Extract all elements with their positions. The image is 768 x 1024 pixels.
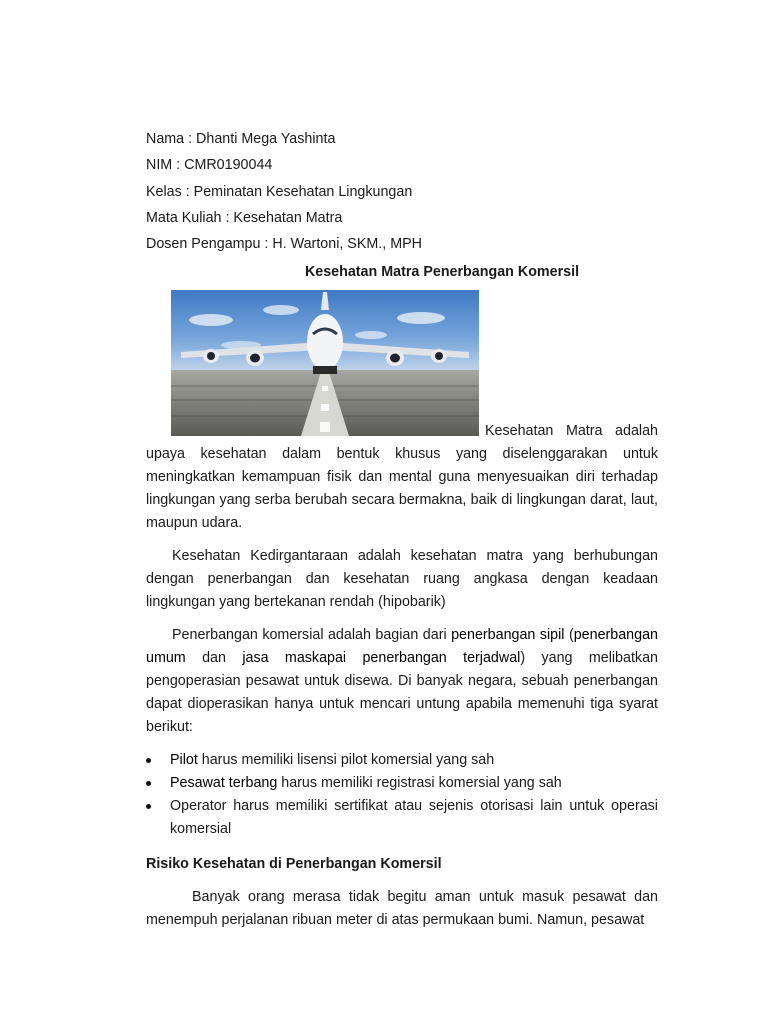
list-item <box>146 795 658 841</box>
paragraph-kesehatan-matra <box>146 420 658 535</box>
paragraph-body: upaya kesehatan dalam bentuk khusus yang diselenggarakan untuk meningkatkan kemampuan fisik dan mental guna menyesuaikan diri terhadap lingkungan yang serba berubah secara bermakna, baik di lingkungan darat, laut, maupun udara. <box>146 446 658 532</box>
text-run: dan <box>185 650 243 667</box>
paragraph-risiko: Banyak orang merasa tidak begitu aman untuk masuk pesawat dan menempuh perjalanan ribuan meter di atas permukaan bumi. Namun, pesawat <box>146 889 658 929</box>
image-row <box>146 290 658 436</box>
text-run: ) yang melibatkan pengoperasian pesawat untuk disewa. Di banyak negara, sebuah penerbangan dapat dioperasikan hanya untuk mencari untung apabila memenuhi tiga syarat berikut: <box>146 650 658 736</box>
list-item-text: harus memiliki lisensi pilot komersial yang sah <box>197 752 495 769</box>
link-pesawat-terbang[interactable]: Pesawat terbang <box>170 775 278 792</box>
link-jasa-maskapai[interactable]: jasa maskapai penerbangan terjadwal <box>242 650 521 667</box>
bullet-icon <box>146 758 151 763</box>
link-penerbangan-sipil[interactable]: penerbangan sipil <box>451 627 565 644</box>
paragraph-lead: Kesehatan Matra adalah <box>485 423 658 440</box>
list-item <box>146 749 658 772</box>
airplane-on-runway-photo <box>171 290 479 436</box>
bullet-icon <box>146 804 151 809</box>
course-name: Mata Kuliah : Kesehatan Matra <box>146 209 343 226</box>
text-run: Penerbangan komersial adalah bagian dari <box>172 627 452 644</box>
student-nim: NIM : CMR0190044 <box>146 157 273 174</box>
lecturer-name: Dosen Pengampu : H. Wartoni, SKM., MPH <box>146 236 422 253</box>
list-item-text: harus memiliki registrasi komersial yang sah <box>277 775 562 792</box>
link-pilot[interactable]: Pilot <box>170 752 198 769</box>
student-class: Kelas : Peminatan Kesehatan Lingkungan <box>146 183 413 200</box>
paragraph-kedirgantaraan: Kesehatan Kedirgantaraan adalah kesehatan matra yang berhubungan dengan penerbangan dan kesehatan ruang angkasa dengan keadaan lingkungan yang bertekanan rendah (hipobarik) <box>146 548 658 611</box>
document-title: Kesehatan Matra Penerbangan Komersil <box>304 264 580 281</box>
requirements-list <box>146 749 658 841</box>
text-run: ( <box>564 627 574 644</box>
student-name: Nama : Dhanti Mega Yashinta <box>146 131 336 147</box>
section-heading: Risiko Kesehatan di Penerbangan Komersil <box>146 856 442 873</box>
list-item <box>146 772 658 795</box>
paragraph-penerbangan-komersial <box>146 624 658 739</box>
link-penerbangan-umum[interactable]: penerbangan umum <box>146 627 658 667</box>
document-page <box>146 127 658 932</box>
list-item-text: Operator harus memiliki sertifikat atau sejenis otorisasi lain untuk operasi komersial <box>170 798 658 838</box>
bullet-icon <box>146 781 151 786</box>
